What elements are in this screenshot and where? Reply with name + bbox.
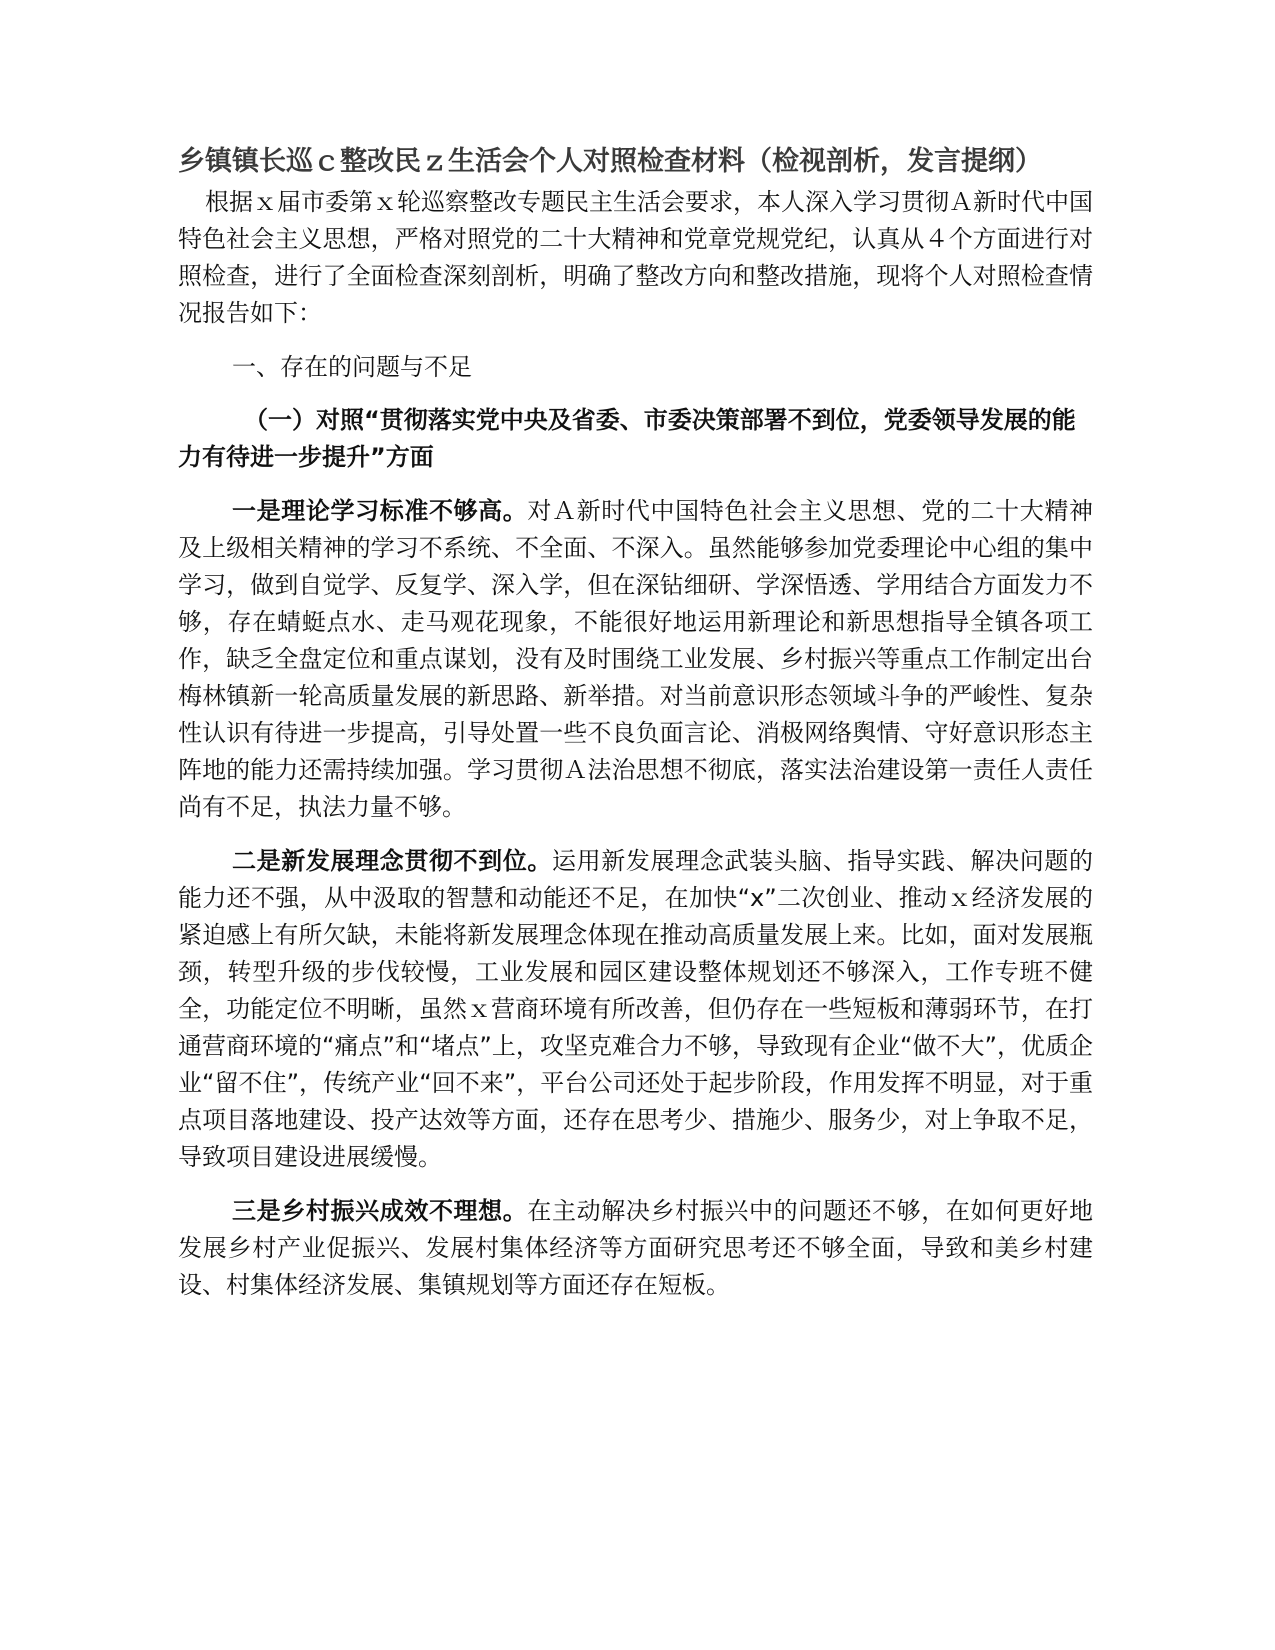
point-lead-1: 一是理论学习标准不够高。 <box>232 497 528 525</box>
point-paragraph-1 <box>178 493 1093 826</box>
point-text-1: 对Ａ新时代中国特色社会主义思想、党的二十大精神及上级相关精神的学习不系统、不全面、不深入。虽然能够参加党委理论中心组的集中学习，做到自觉学、反复学、深入学，但在深钻细研、学深悟透、学用结合方面发力不够，存在蜻蜓点水、走马观花现象，不能很好地运用新理论和新思想指导全镇各项工作，缺乏全盘定位和重点谋划，没有及时围绕工业发展、乡村振兴等重点工作制定出台梅林镇新一轮高质量发展的新思路、新举措。对当前意识形态领域斗争的严峻性、复杂性认识有待进一步提高，引导处置一些不良负面言论、消极网络舆情、守好意识形态主阵地的能力还需持续加强。学习贯彻Ａ法治思想不彻底，落实法治建设第一责任人责任尚有不足，执法力量不够。 <box>178 497 1094 821</box>
section-heading: 一、存在的问题与不足 <box>232 353 472 381</box>
document-title: 乡镇镇长巡ｃ整改民ｚ生活会个人对照检查材料（检视剖析，发言提纲） <box>178 146 1042 177</box>
point-lead-3: 三是乡村振兴成效不理想。 <box>232 1197 528 1225</box>
point-lead-2: 二是新发展理念贯彻不到位。 <box>232 847 553 875</box>
point-text-2: 运用新发展理念武装头脑、指导实践、解决问题的能力还不强，从中汲取的智慧和动能还不足，在加快“x”二次创业、推动ｘ经济发展的紧迫感上有所欠缺，未能将新发展理念体现在推动高质量发展上来。比如，面对发展瓶颈，转型升级的步伐较慢，工业发展和园区建设整体规划还不够深入，工作专班不健全，功能定位不明晰，虽然ｘ营商环境有所改善，但仍存在一些短板和薄弱环节，在打通营商环境的“痛点”和“堵点”上，攻坚克难合力不够，导致现有企业“做不大”，优质企业“留不住”，传统产业“回不来”，平台公司还处于起步阶段，作用发挥不明显，对于重点项目落地建设、投产达效等方面，还存在思考少、措施少、服务少，对上争取不足，导致项目建设进展缓慢。 <box>178 847 1094 1171</box>
document-page <box>178 142 1093 1321</box>
point-paragraph-3 <box>178 1193 1093 1304</box>
point-text-3: 在主动解决乡村振兴中的问题还不够，在如何更好地发展乡村产业促振兴、发展村集体经济等方面研究思考还不够全面，导致和美乡村建设、村集体经济发展、集镇规划等方面还存在短板。 <box>178 1197 1094 1299</box>
intro-paragraph: 根据ｘ届市委第ｘ轮巡察整改专题民主生活会要求，本人深入学习贯彻Ａ新时代中国特色社会主义思想，严格对照党的二十大精神和党章党规党纪，认真从４个方面进行对照检查，进行了全面检查深刻剖析，明确了整改方向和整改措施，现将个人对照检查情况报告如下： <box>178 188 1093 327</box>
point-paragraph-2 <box>178 843 1093 1176</box>
subsection-heading: （一）对照“贯彻落实党中央及省委、市委决策部署不到位，党委领导发展的能力有待进一步提升”方面 <box>178 406 1076 471</box>
